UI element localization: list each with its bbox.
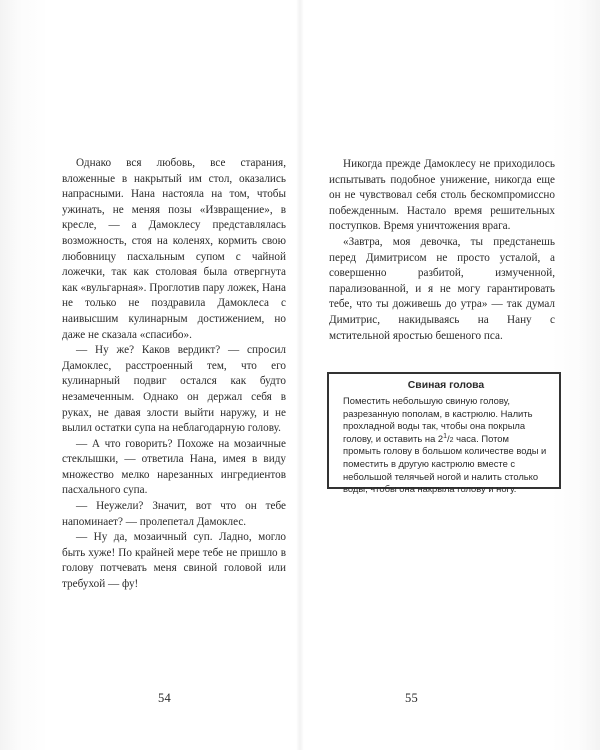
recipe-box bbox=[327, 372, 561, 495]
fraction-numerator: 1 bbox=[443, 432, 448, 440]
paragraph: Однако вся любовь, все старания, вложенные в накрытый им стол, оказались напрасными. Нана настояла на том, чтобы ужинать, не меняя позы «Извращение», в кресле, — а Дамоклесу представлялась возможность, стоя на коленях, кормить свою любовницу пасхальным супом с чайной ложечки, так как столовая была отвергнута как «вульгарная». Проглотив пару ложек, Нана не только не поздравила Дамоклеса с наивысшим кулинарным достижением, но даже не сказала «спасибо». bbox=[62, 157, 286, 341]
recipe-text: Поместить небольшую свиную голову, разрезанную пополам, в кастрюлю. Налить прохладной воды так, чтобы она покрыла голову, и оставить на $2^1/2$ часа. Потом промыть голову в большом количестве воды и поместить в другую кастрюлю вместе с небольшой телячьей ногой и налить столько воды, чтобы она накрыла голову и ногу. bbox=[343, 395, 547, 495]
paragraph: Никогда прежде Дамоклесу не приходилось испытывать подобное унижение, никогда еще он не чувствовал себя столь бескомпромиссно побежденным. Настало время решительных поступков. Время уничтожения врага. bbox=[329, 158, 555, 233]
paragraph: «Завтра, моя девочка, ты предстанешь перед Димитрисом не просто усталой, а совершенно разбитой, измученной, парализованной, и я не могу гарантировать тебе, что ты доживешь до утра» — так думал Димитрис, накидываясь на Нану с мстительной яростью бешеного пса. bbox=[329, 235, 555, 342]
recipe-text-part: часа. Потом промыть голову в большом количестве воды и поместить в другую кастрюлю вместе с небольшой телячьей ногой и налить столько воды, чтобы она накрыла голову и ногу. bbox=[343, 432, 547, 495]
paragraph: — Ну да, мозаичный суп. Ладно, могло быть хуже! По крайней мере тебе не пришло в голову потчевать меня свиной головой или требухой — фу! bbox=[62, 531, 286, 591]
recipe-title: Свиная голова bbox=[407, 380, 485, 391]
paragraph: — А что говорить? Похоже на мозаичные стеклышки, — ответила Нана, имея в виду множество мелко нарезанных ингредиентов пасхального супа. bbox=[62, 437, 286, 497]
paragraph: — Ну же? Каков вердикт? — спросил Дамоклес, расстроенный тем, что его кулинарный подвиг остался как будто незамеченным. Однако он держал себя в руках, не давая злости выйти наружу, и не вылил остатки супа на неблагодарную голову. bbox=[62, 344, 286, 435]
left-page-text bbox=[62, 156, 286, 593]
right-page-text bbox=[329, 157, 555, 344]
page-number-right: 55 bbox=[405, 691, 419, 705]
fraction-denominator: 2 bbox=[449, 436, 454, 444]
paragraph: — Неужели? Значит, вот что он тебе напоминает? — пролепетал Дамоклес. bbox=[62, 500, 286, 528]
right-page bbox=[300, 0, 600, 750]
recipe-text-part: Поместить небольшую свиную голову, разрезанную пополам, в кастрюлю. Налить прохладной воды так, чтобы она покрыла голову, и оставить на 2 bbox=[343, 395, 533, 444]
page-number-left: 54 bbox=[158, 691, 172, 705]
